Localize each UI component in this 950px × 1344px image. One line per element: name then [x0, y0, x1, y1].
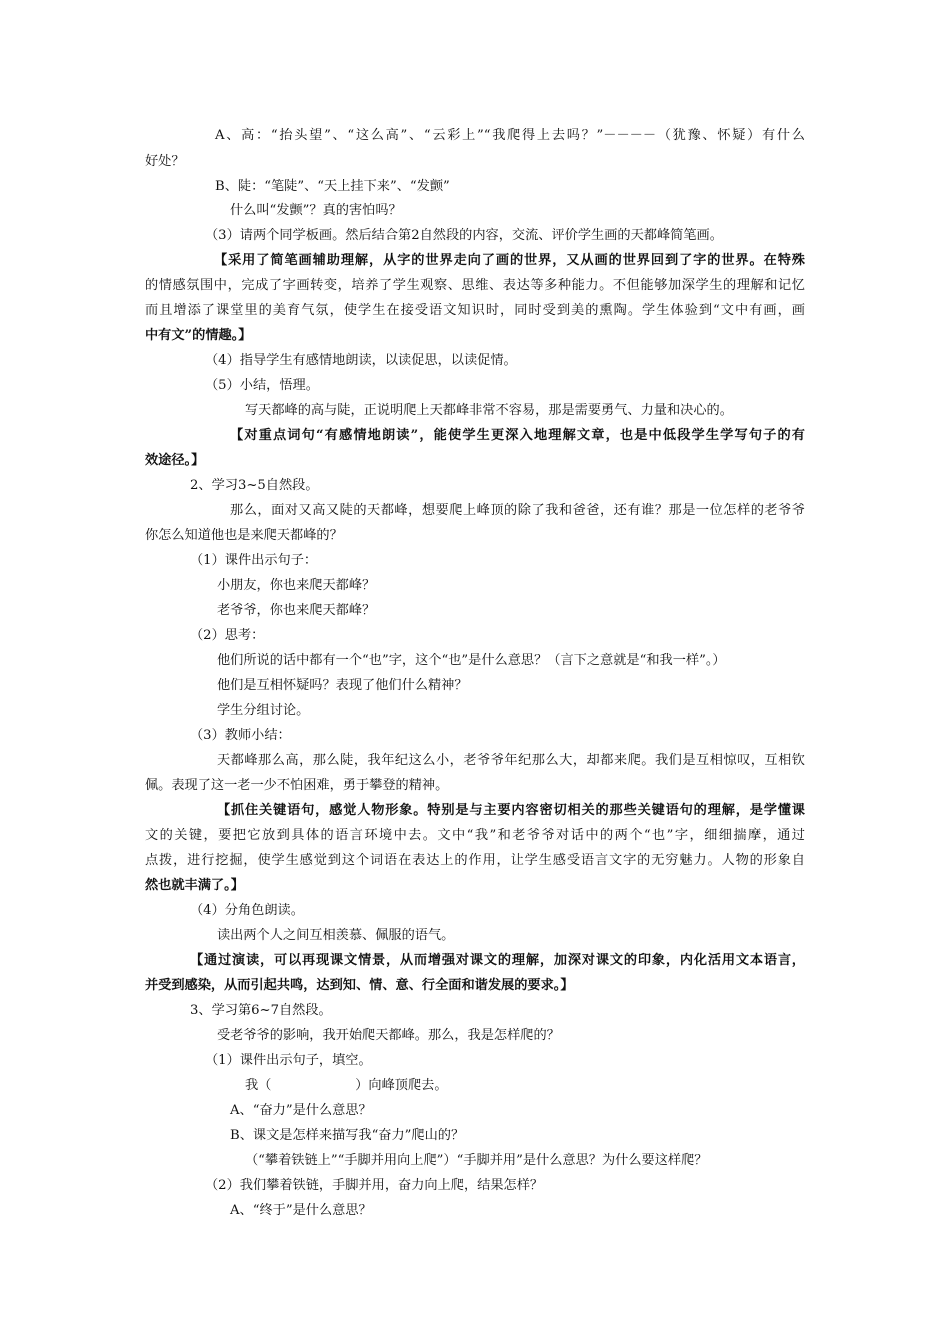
commentary-line: 文的关键，要把它放到具体的语言环境中去。文中“我”和老爷爷对话中的两个“也”字，细细揣摩，通过 [145, 828, 805, 843]
commentary-line: 【采用了简笔画辅助理解，从字的世界走向了画的世界，又从画的世界回到了字的世界。在特殊 [214, 253, 805, 268]
text-line: B、陡：“笔陡”、“天上挂下来”、“发颤” [215, 179, 450, 194]
text-line: 佩。表现了这一老一少不怕困难，勇于攀登的精神。 [145, 778, 449, 793]
text-line: A、“奋力”是什么意思？ [230, 1103, 372, 1118]
text-line: 那么，面对又高又陡的天都峰，想要爬上峰顶的除了我和爸爸，还有谁？那是一位怎样的老爷爷 [230, 503, 805, 518]
text-line: 小朋友，你也来爬天都峰？ [217, 578, 376, 593]
text-line: （1）课件出示句子： [190, 553, 318, 568]
commentary-line: 【抓住关键语句，感觉人物形象。特别是与主要内容密切相关的那些关键语句的理解，是学懂课 [217, 803, 805, 818]
text-line: （4）分角色朗读。 [190, 903, 304, 918]
fill-blank-sentence: 我（ ）向峰顶爬去。 [245, 1078, 448, 1093]
text-line: B、课文是怎样来描写我“奋力”爬山的？ [230, 1128, 465, 1143]
text-line: 好处？ [145, 154, 185, 169]
section-heading: 3、学习第6~7自然段。 [190, 1003, 332, 1018]
text-line: A、“终于”是什么意思？ [230, 1203, 372, 1218]
text-line: （3）教师小结： [190, 728, 291, 743]
commentary-line: 的情感氛围中，完成了字画转变，培养了学生观察、思维、表达等多种能力。不但能够加深学生的理解和记忆 [145, 278, 805, 293]
section-heading: 2、学习3~5自然段。 [190, 478, 319, 493]
text-line: 受老爷爷的影响，我开始爬天都峰。那么，我是怎样爬的？ [217, 1028, 560, 1043]
commentary-line: 【对重点词句“有感情地朗读”，能使学生更深入地理解文章，也是中低段学生学写句子的有 [230, 428, 805, 443]
text-line: 写天都峰的高与陡，正说明爬上天都峰非常不容易，那是需要勇气、力量和决心的。 [245, 403, 733, 418]
text-line: 你怎么知道他也是来爬天都峰的？ [145, 528, 343, 543]
commentary-line: 然也就丰满了。】 [145, 878, 244, 893]
text-line: A、高：“抬头望”、“这么高”、“云彩上”“我爬得上去吗？”－－－－（犹豫、怀疑）有什么 [215, 128, 805, 143]
text-line: 学生分组讨论。 [217, 703, 310, 718]
text-line: 什么叫“发颤”？真的害怕吗？ [230, 203, 402, 218]
commentary-line: 并受到感染，从而引起共鸣，达到知、情、意、行全面和谐发展的要求。】 [145, 978, 574, 993]
text-line: （2）我们攀着铁链，手脚并用，奋力向上爬，结果怎样？ [205, 1178, 544, 1193]
commentary-line: 效途径。】 [145, 453, 205, 468]
text-line: （“攀着铁链上”“手脚并用向上爬”）“手脚并用”是什么意思？为什么要这样爬？ [245, 1153, 708, 1168]
text-line: 天都峰那么高，那么陡，我年纪这么小，老爷爷年纪那么大，却都来爬。我们是互相惊叹，互相钦 [217, 753, 805, 768]
text-line: （1）课件出示句子，填空。 [205, 1053, 372, 1068]
commentary-line: 中有文”的情趣。】 [145, 328, 252, 343]
text-line: （5）小结，悟理。 [205, 378, 319, 393]
commentary-line: 【通过演读，可以再现课文情景，从而增强对课文的理解，加深对课文的印象，内化活用文本语言， [190, 953, 805, 968]
text-line: 读出两个人之间互相羡慕、佩服的语气。 [217, 928, 455, 943]
commentary-line: 点拨，进行挖掘，使学生感觉到这个词语在表达上的作用，让学生感受语言文字的无穷魅力。人物的形象自 [145, 853, 805, 868]
text-line: （3）请两个同学板画。然后结合第2自然段的内容，交流、评价学生画的天都峰简笔画。 [205, 228, 723, 243]
text-line: （2）思考： [190, 628, 265, 643]
text-line: 他们是互相怀疑吗？表现了他们什么精神？ [217, 678, 468, 693]
text-line: 老爷爷，你也来爬天都峰？ [217, 603, 376, 618]
text-line: （4）指导学生有感情地朗读，以读促思，以读促情。 [205, 353, 517, 368]
text-line: 他们所说的话中都有一个“也”字，这个“也”是什么意思？（言下之意就是“和我一样”。） [217, 653, 726, 668]
commentary-line: 而且增添了课堂里的美育气氛，使学生在接受语文知识时，同时受到美的熏陶。学生体验到“文中有画，画 [145, 303, 805, 318]
